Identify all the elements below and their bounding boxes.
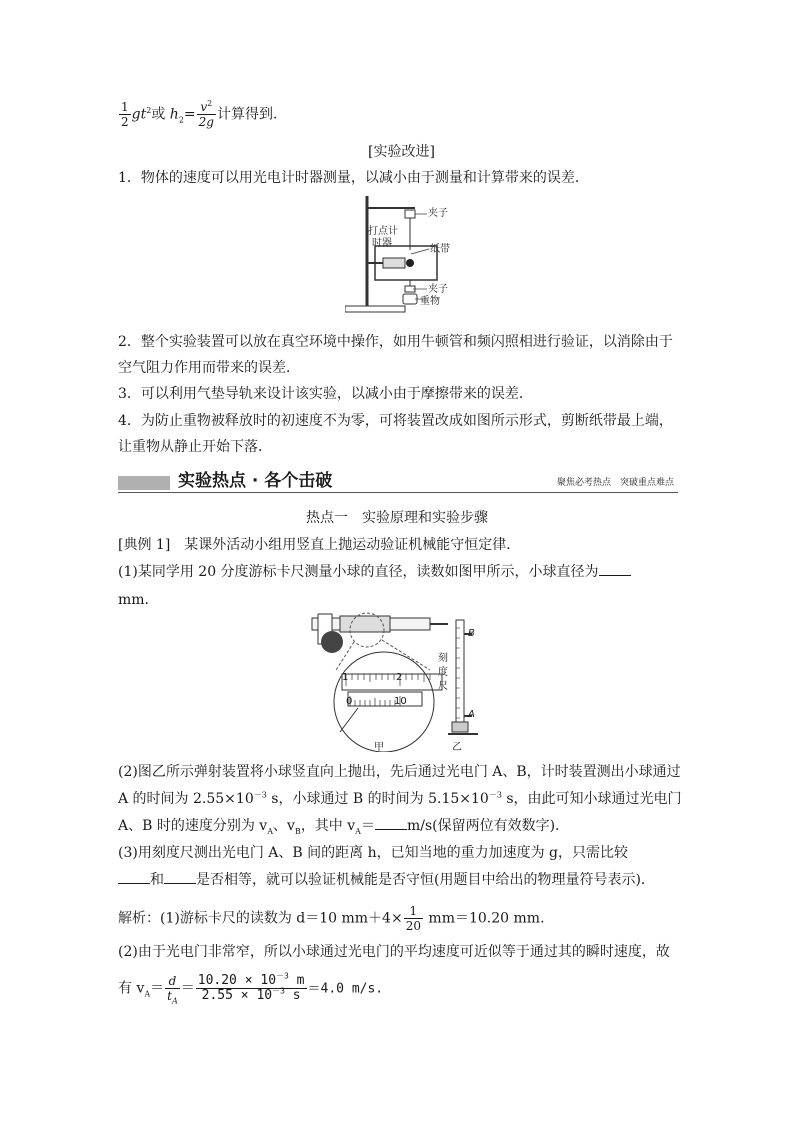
answer-blank-4: [164, 871, 196, 884]
improve-heading: [实验改进]: [368, 144, 435, 160]
label-timer-1: 打点计: [368, 226, 398, 237]
label-weight: 重物: [420, 296, 440, 307]
improve-item-4: 4．为防止重物被释放时的初速度不为零，可将装置改成如图所示形式，剪断纸带最上端，: [118, 413, 673, 429]
label-B: B: [468, 628, 475, 639]
improve-item-2-cont: 空气阻力作用而带来的误差．: [118, 360, 300, 376]
section-header: [118, 470, 678, 493]
example-intro: [典例 1] 某课外活动小组用竖直上抛运动验证机械能守恒定律．: [118, 537, 521, 553]
solution-2-line2: 有 $v_A=$ $\frac{d}{t_A}$ ＝ $\frac{10.20 \times 10^{-3} m}{2.55 \times 10^{-3} s}$ ＝4.0 m/s.: [118, 971, 384, 1006]
weight: [403, 294, 417, 304]
launcher: [452, 722, 468, 732]
fraction-numeric: $\frac{10.20 \times 10^{-3} m}{2.55 \times 10^{-3} s}$: [197, 971, 305, 1003]
label-clip-top: 夹子: [428, 208, 448, 219]
question-1: (1)某同学用 20 分度游标卡尺测量小球的直径，读数如图甲所示，小球直径为: [118, 562, 631, 582]
question-3-line2: 和 是否相等，就可以验证机械能是否守恒(用题目中给出的物理量符号表示)．: [118, 870, 655, 890]
section-title: 实验热点 · 各个击破: [178, 471, 333, 491]
label-tape: 纸带: [430, 244, 450, 255]
improve-item-4-cont: 让重物从静止开始下落．: [118, 439, 272, 455]
clamp-top: [405, 210, 415, 218]
formula-line: $\frac{1}{2}$ $gt^2$或 $h_2=$ $\frac{v^2}{2g}$ 计算得到．: [121, 99, 287, 129]
answer-blank-3: [118, 871, 150, 884]
caliper-vernier-10: 10: [394, 696, 407, 707]
label-yi: 乙: [452, 742, 462, 753]
question-1-unit: mm.: [118, 592, 150, 608]
section-subtitle: 聚焦必考热点 突破重点难点: [556, 478, 674, 488]
answer-blank-2: [375, 817, 407, 830]
label-A: A: [468, 709, 475, 720]
fraction-d-over-t: $\frac{d}{t_A}$: [167, 974, 178, 1006]
label-jia: 甲: [374, 742, 384, 753]
label-clip-bottom: 夹子: [428, 284, 448, 295]
question-2-line3: A、B 时的速度分别为 $v_A$、$v_B$，其中 $v_A= m/s$(保留两位有效数字)．: [118, 818, 570, 836]
tape-roller: [406, 259, 414, 267]
label-timer-2: 时器: [372, 238, 392, 249]
caliper-main-2: 2: [396, 672, 403, 683]
fraction-v2-2g: $\frac{v^2}{2g}$: [198, 99, 214, 129]
answer-blank-1: [599, 563, 631, 576]
hotspot-title: 热点一 实验原理和实验步骤: [306, 510, 488, 526]
question-3-line1: (3)用刻度尺测出光电门 A、B 间的距离 h，已知当地的重力加速度为 g，只需比较: [118, 845, 629, 861]
question-2-line2: A 的时间为 $2.55\times 10^{-3}$ s，小球通过 B 的时间为 $5.15\times 10^{-3}$ s，由此可知小球通过光电门: [118, 790, 682, 807]
question-2-line1: (2)图乙所示弹射装置将小球竖直向上抛出，先后通过光电门 A、B，计时装置测出小球通过: [118, 764, 681, 780]
fraction-1-20: $\frac{1}{20}$: [405, 904, 421, 933]
caliper-main-1: 1: [342, 672, 349, 683]
apparatus-figure: [345, 194, 485, 320]
fraction-half: $\frac{1}{2}$: [121, 100, 129, 129]
stand-base: [345, 306, 405, 312]
improve-item-2: 2．整个实验装置可以放在真空环境中操作，如用牛顿管和频闪照相进行验证，以消除由于: [118, 334, 673, 350]
ruler: [456, 620, 464, 730]
improve-item-3: 3．可以利用气垫导轨来设计该实验，以减小由于摩擦带来的误差．: [118, 386, 533, 402]
ruler-label-1: 刻: [438, 653, 448, 664]
solution-2-line1: (2)由于光电门非常窄，所以小球通过光电门的平均速度可近似等于通过其的瞬时速度，故: [118, 944, 670, 960]
solution-1: 解析：(1)游标卡尺的读数为 d＝10 mm＋4× $\frac{1}{20}$ mm＝10.20 mm.: [118, 904, 545, 933]
improve-item-1: 1．物体的速度可以用光电计时器测量，以减小由于测量和计算带来的误差．: [118, 170, 589, 186]
ball: [321, 631, 343, 653]
ruler-label-2: 度: [438, 667, 448, 678]
ruler-label-3: 尺: [438, 681, 448, 692]
section-marker: [118, 476, 170, 490]
caliper-vernier-0: 0: [346, 696, 353, 707]
